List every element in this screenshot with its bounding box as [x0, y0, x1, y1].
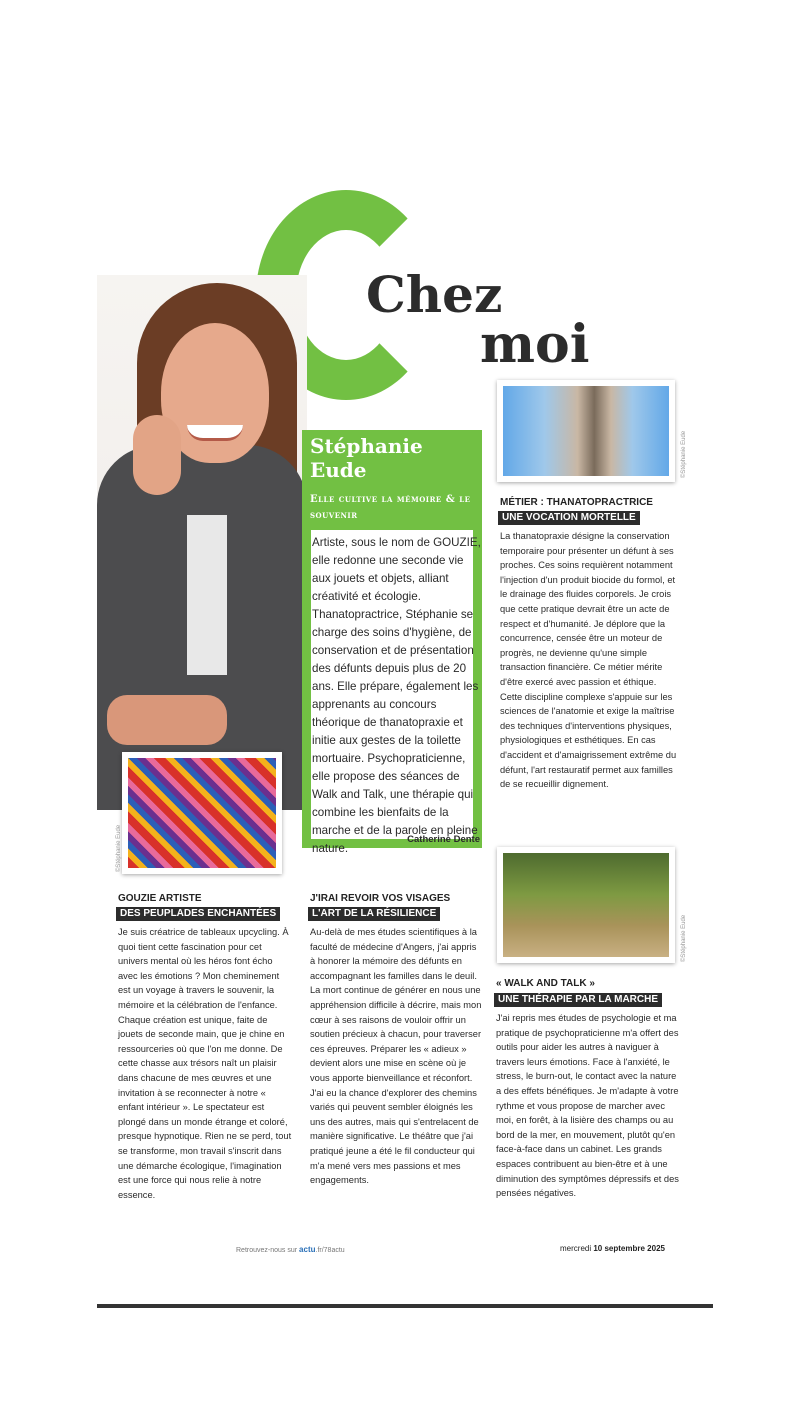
footer-brand[interactable]: actu: [299, 1245, 316, 1254]
arm-shape: [107, 695, 227, 745]
profile-tagline: Elle cultive la mémoire & le souvenir: [310, 494, 471, 521]
metier-kicker: MÉTIER : THANATOPRACTRICE: [500, 497, 653, 508]
toys-artwork-photo: [122, 752, 282, 874]
page-title-line2: moi: [480, 314, 590, 375]
walk-text: J'ai repris mes études de psychologie et ma pratique de psychopraticienne m'a offert des outils pour aider les autres à naviguer à travers leurs émotions. Face à l'anxiété, le stress, le burn-out, le contact avec la nature a des effets bénéfiques. Je m'adapte à votre rythme et vous propose de marcher avec moi, en forêt, à la lisière des champs ou au bord de la mer, en mouvement, plutôt qu'en face-à-face dans un cabinet. Les grands espaces contribuent au bien-être et à une diminution des symptômes dépressifs et des pensées négatives.: [496, 1013, 679, 1199]
toys-artwork-image: [128, 758, 276, 868]
footer-prefix: Retrouvez-nous sur: [236, 1247, 298, 1254]
bottom-divider: [97, 1304, 713, 1308]
metier-title: UNE VOCATION MORTELLE: [498, 511, 640, 525]
gouzie-kicker: GOUZIE ARTISTE: [118, 893, 202, 904]
gouzie-text: Je suis créatrice de tableaux upcycling. À quoi tient cette fascination pour cet univers mental où les héros font écho avec les émotions ? Mon cheminement est un voyage à travers le souvenir, la mémoire et la célébration de l'enfance. Chaque création est unique, faite de jouets de seconde main, que je chine en ressourceries où que l'on me donne. De cette chasse aux trésors naît un plaisir dans chacune de mes œuvres et une invitation à se reconnecter à notre « enfant intérieur ». Le spectateur est plongé dans un monde étrange et coloré, presque hypnotique. Rien ne se perd, tout se transforme, mon travail s'inscrit dans une démarche écologique, l'imagination est une force qui nous relie à notre essence.: [118, 927, 292, 1200]
mask-credit: ©Stéphanie Eude: [681, 430, 687, 478]
intro-text: Artiste, sous le nom de GOUZIE, elle redonne une seconde vie aux jouets et objets, alliant créativité et écologie. Thanatopractrice, Stéphanie se charge des soins d'hygiène, de conservation et de présentation des défunts depuis plus de 20 ans. Elle prépare, également les apprenants au concours théorique de thanatopraxie et initie aux gestes de la toilette mortuaire. Psychopraticienne, elle propose des séances de Walk and Talk, une thérapie qui combine les bienfaits de la marche et de la parole en pleine nature.: [312, 536, 481, 855]
walk-title: UNE THÉRAPIE PAR LA MARCHE: [494, 993, 662, 1007]
intro-signature: Catherine Dente: [407, 834, 480, 845]
smile-shape: [187, 425, 243, 441]
forest-path-image: [503, 853, 669, 957]
hand-shape: [133, 415, 181, 495]
footer-website: [236, 1245, 345, 1254]
visages-kicker: J'IRAI REVOIR VOS VISAGES: [310, 893, 451, 904]
gouzie-title: DES PEUPLADES ENCHANTÉES: [116, 907, 280, 921]
path-credit: ©Stéphanie Eude: [681, 914, 687, 962]
visages-title: L'ART DE LA RÉSILIENCE: [308, 907, 440, 921]
footer-date: [560, 1244, 665, 1253]
metier-text: La thanatopraxie désigne la conservation temporaire pour présenter un défunt à ses proches. Ces soins requièrent notamment l'injection d'un produit biocide du formol, et le drainage des fluides corporels. Je crois que cette pratique devrait être un acte de respect et d'humanité. Je déplore que la concurrence, censée être un moteur de progrès, ne devienne qu'une simple transaction financière. Ce métier mérite d'être exercé avec passion et éthique. Cette discipline complexe s'appuie sur les sciences de l'anatomie et exige la maîtrise des techniques d'interventions physiques, physiologiques et esthétiques. En cas d'accident et d'amaigrissement extrême du défunt, l'art restauratif permet aux familles de se recueillir dignement.: [500, 531, 677, 790]
footer-date-value: 10 septembre 2025: [593, 1244, 665, 1253]
walk-kicker: « WALK AND TALK »: [496, 978, 595, 989]
shirt-shape: [187, 515, 227, 675]
toys-credit: ©Stéphanie Eude: [116, 824, 122, 872]
footer-weekday: mercredi: [560, 1244, 592, 1253]
thanatopraxie-image: [503, 386, 669, 476]
forest-path-photo: [497, 847, 675, 963]
visages-text: Au-delà de mes études scientifiques à la faculté de médecine d'Angers, j'ai appris à honorer la mémoire des défunts en accompagnant les familles dans le deuil. La mort continue de générer en nous une appréhension difficile à décrire, mais mon cœur à ses raisons de vouloir offrir un soutien précieux à chacun, pour traverser ces épreuves. Préparer les « adieux » devient alors une mise en scène où je vous apporte bienveillance et réconfort. J'ai eu la chance d'explorer des chemins variés qui peuvent sembler éloignés les uns des autres, mais qui s'entrelacent de manière significative. Le théâtre que j'ai pratiqué jeune a été le fil conducteur qui m'a mené vers mes passions et mes engagements.: [310, 927, 482, 1186]
thanatopraxie-photo: [497, 380, 675, 482]
portrait-photo: [97, 275, 307, 810]
profile-name: Stéphanie Eude: [310, 434, 423, 482]
footer-url[interactable]: .fr/78actu: [315, 1247, 345, 1254]
page-title-line1: Chez: [366, 265, 503, 324]
